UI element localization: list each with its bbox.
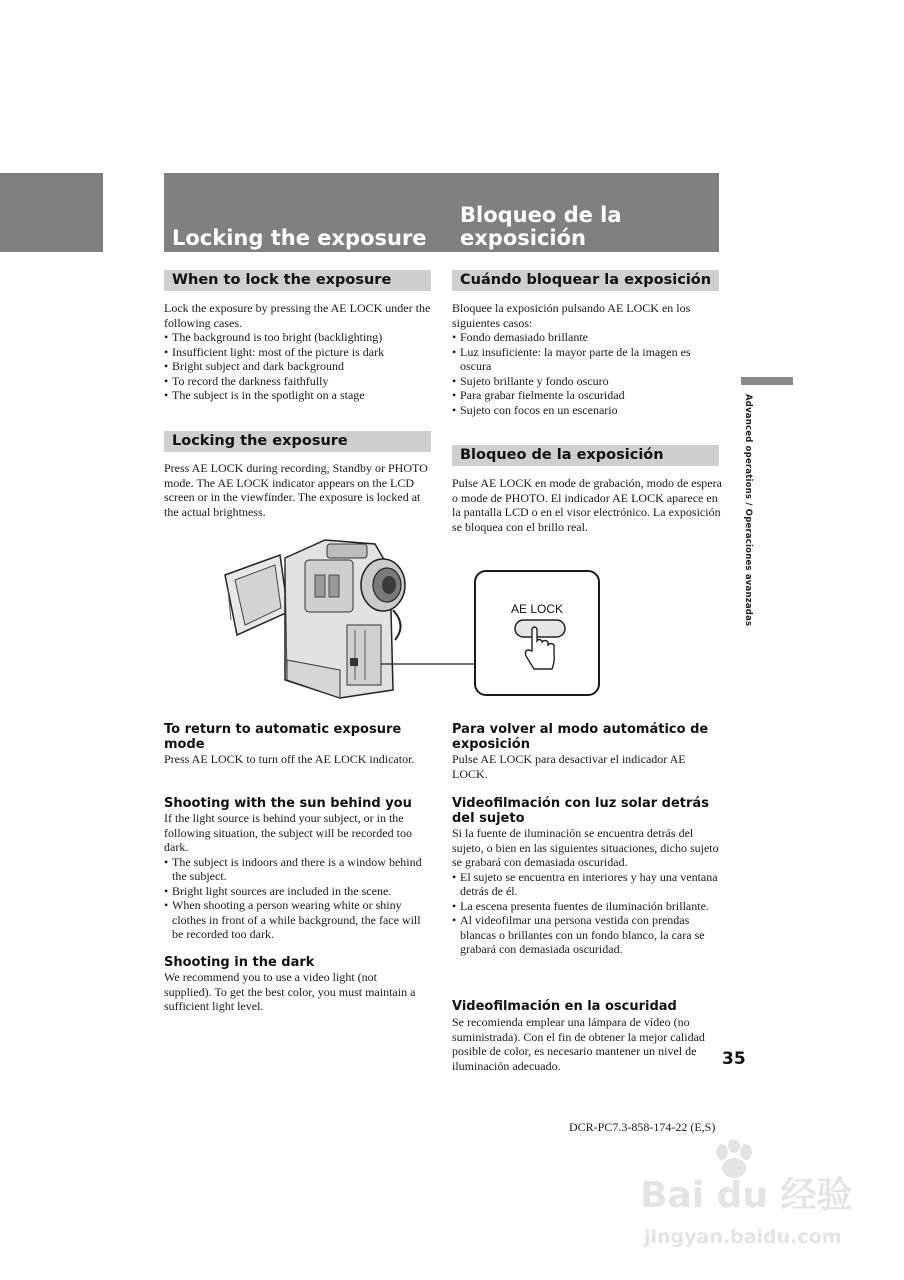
list-item: • La escena presenta fuentes de iluminación brillante. <box>452 899 724 914</box>
when-list-en <box>164 330 434 403</box>
when-intro-es: Bloquee la exposición pulsando AE LOCK en los siguientes casos: <box>452 301 691 330</box>
list-item: • The background is too bright (backlighting) <box>164 330 434 345</box>
return-text-en: Press AE LOCK to turn off the AE LOCK indicator. <box>164 752 415 766</box>
section-heading-when-en: When to lock the exposure <box>164 270 431 291</box>
dark-text-es: Se recomienda emplear una lámpara de vídeo (no suministrada). Con el fin de obtener la mejor calidad posible de color, es necesario mantener un nivel de iluminación adecuado. <box>452 1015 705 1073</box>
dark-heading-en: Shooting in the dark <box>164 955 315 970</box>
dark-heading-es: Videofilmación en la oscuridad <box>452 999 677 1014</box>
chapter-tab-marker <box>0 173 103 252</box>
when-text-es <box>452 301 722 417</box>
ae-lock-button-label: AE LOCK <box>510 602 564 616</box>
list-item: • Bright light sources are included in the scene. <box>164 884 434 899</box>
list-item: • Insufficient light: most of the picture is dark <box>164 345 434 360</box>
paw-logo-icon <box>710 1140 760 1180</box>
chapter-side-label: Advanced operations / Operaciones avanzadas <box>743 394 753 627</box>
locking-text-en: Press AE LOCK during recording, Standby or PHOTO mode. The AE LOCK indicator appears on the LCD screen or in the viewfinder. The exposure is locked at the actual brightness. <box>164 461 428 519</box>
sun-text-es <box>452 826 724 957</box>
list-item: • El sujeto se encuentra en interiores y hay una ventana detrás de él. <box>452 870 724 899</box>
section-heading-locking-es: Bloqueo de la exposición <box>452 445 719 466</box>
return-heading-en: To return to automatic exposure mode <box>164 722 402 752</box>
when-intro-en: Lock the exposure by pressing the AE LOCK under the following cases. <box>164 301 431 330</box>
watermark-brand: Bai du 经验 <box>640 1175 853 1216</box>
return-heading-es: Para volver al modo automático de exposición <box>452 722 709 752</box>
list-item: • Para grabar fielmente la oscuridad <box>452 388 722 403</box>
locking-text-es: Pulse AE LOCK en mode de grabación, modo de espera o mode de PHOTO. El indicador AE LOCK aparece en la pantalla LCD o en el visor electrónico. La exposición se bloquea con el brillo real. <box>452 476 722 534</box>
ae-lock-callout <box>474 570 600 696</box>
page-title-es <box>460 204 622 250</box>
list-item: • Bright subject and dark background <box>164 359 434 374</box>
list-item: • Al videofilmar una persona vestida con prendas blancas o brillantes con un fondo blanco, la cara se grabará con demasiada oscuridad. <box>452 913 724 957</box>
list-item: • Fondo demasiado brillante <box>452 330 722 345</box>
sun-list-en <box>164 855 434 942</box>
when-list-es <box>452 330 722 417</box>
page-number: 35 <box>722 1049 746 1069</box>
sun-heading-en: Shooting with the sun behind you <box>164 796 412 811</box>
list-item: • The subject is in the spotlight on a stage <box>164 388 434 403</box>
list-item: • Luz insuficiente: la mayor parte de la imagen es oscura <box>452 345 722 374</box>
page-title-es-line2: exposición <box>460 226 586 250</box>
list-item: • The subject is indoors and there is a window behind the subject. <box>164 855 434 884</box>
sun-list-es <box>452 870 724 957</box>
dark-text-en: We recommend you to use a video light (not supplied). To get the best color, you must maintain a sufficient light level. <box>164 970 416 1013</box>
return-text-es: Pulse AE LOCK para desactivar el indicador AE LOCK. <box>452 752 686 781</box>
model-code: DCR-PC7.3-858-174-22 (E,S) <box>569 1120 716 1134</box>
section-heading-when-es: Cuándo bloquear la exposición <box>452 270 719 291</box>
title-bar <box>164 173 719 252</box>
list-item: • Sujeto brillante y fondo oscuro <box>452 374 722 389</box>
sun-text-en <box>164 811 434 942</box>
page-title-es-line1: Bloqueo de la <box>460 203 622 227</box>
baidu-watermark <box>640 1140 890 1270</box>
lcd-panel-icon <box>225 555 288 635</box>
section-heading-locking-en: Locking the exposure <box>164 431 431 452</box>
list-item: • When shooting a person wearing white or shiny clothes in front of a while background, the face will be recorded too dark. <box>164 898 434 942</box>
watermark-url: jingyan.baidu.com <box>644 1226 842 1248</box>
list-item: • Sujeto con focos en un escenario <box>452 403 722 418</box>
sun-intro-en: If the light source is behind your subject, or in the following situation, the subject will be recorded too dark. <box>164 811 412 854</box>
page-title-en: Locking the exposure <box>172 226 427 250</box>
finger-press-icon <box>510 617 570 677</box>
when-text-en <box>164 301 434 403</box>
sun-heading-es: Videofilmación con luz solar detrás del sujeto <box>452 796 709 826</box>
list-item: • To record the darkness faithfully <box>164 374 434 389</box>
sun-intro-es: Si la fuente de iluminación se encuentra detrás del sujeto, o bien en las siguientes situaciones, dicho sujeto se grabará con demasiada oscuridad. <box>452 826 719 869</box>
chapter-marker-bar <box>741 377 793 385</box>
